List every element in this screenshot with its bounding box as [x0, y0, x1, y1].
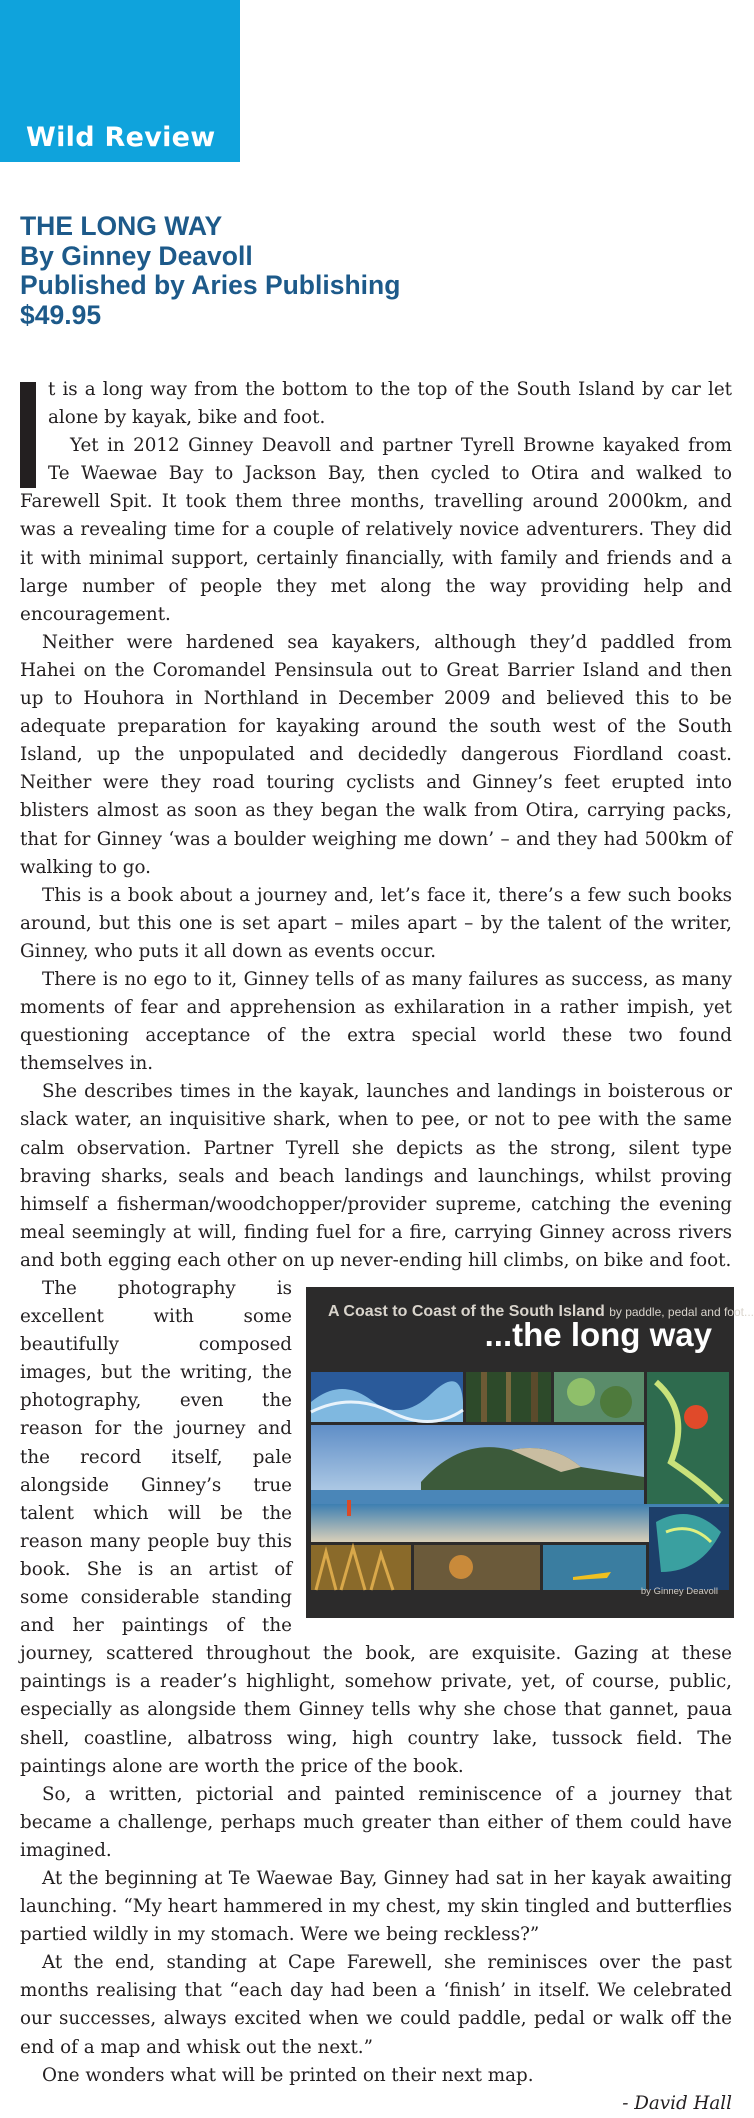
painting-gannet	[414, 1545, 540, 1590]
article-paragraph: Yet in 2012 Ginney Deavoll and partner Tyrell Browne kayaked from Te Waewae Bay to Jackson Bay, then cycled to Otira and walked to Farewell Spit. It took them three months, travelling around 2000km, and was a revealing time for a couple of relatively novice adventurers. They did it with minimal support, certainly financially, with family and friends and a large number of people they met along the way providing help and encouragement.	[20, 435, 732, 625]
dropcap: I	[20, 382, 36, 488]
article-paragraph: There is no ego to it, Ginney tells of as many failures as success, as many moments of fear and apprehension as exhilaration in a rather impish, yet questioning acceptance of the extra special world these two found themselves in.	[20, 968, 732, 1075]
book-cover-image	[306, 1287, 754, 1618]
painting-bird	[647, 1372, 729, 1504]
book-author: By Ginney Deavoll	[20, 240, 253, 271]
cover-artwork	[311, 1372, 729, 1590]
section-tab-label: Wild Review	[26, 122, 216, 153]
article-paragraph: The photography is excellent with some beautifully composed images, but the writing, the photography, even the reason for the journey and the record itself, pale alongside Ginney’s true talent which will be the reason many people buy this book. She is an artist of some considerable standing and her paintings of the journey, scattered throughout the book, are exquisite. Gazing at these paintings is a reader’s highlight, somehow private, yet, of course, public, especially as alongside them Ginney tells why she chose that gannet, paua shell, coastline, albatross wing, high country lake, tussock field. The paintings alone are worth the price of the book.	[20, 1278, 732, 1777]
book-publisher: Published by Aries Publishing	[20, 270, 401, 300]
article-paragraph: She describes times in the kayak, launches and landings in boisterous or slack water, an inquisitive shark, when to pee, or not to pee with the same calm observation. Partner Tyrell she depicts as the strong, silent type braving sharks, seals and beach landings and launchings, whilst proving himself a fisherman/woodchopper/provider supreme, catching the evening meal seemingly at will, finding fuel for a fire, carrying Ginney across rivers and both egging each other on up never-ending hill climbs, on bike and foot.	[20, 1081, 732, 1271]
article-paragraph: At the beginning at Te Waewae Bay, Ginney had sat in her kayak awaiting launching. “My heart hammered in my chest, my skin tingled and butterflies partied wildly in my stomach. Were we being reckless?”	[20, 1867, 732, 1946]
article-paragraph: I t is a long way from the bottom to the top of the South Island by car let alone by kayak, bike and foot.	[20, 376, 732, 432]
article-paragraph: At the end, standing at Cape Farewell, she reminisces over the past months realising that “each day had been a ‘finish’ in itself. We celebrated our successes, always excited when we could paddle, pedal or walk off the end of a map and whisk out the next.”	[20, 1952, 732, 2058]
article-paragraph: This is a book about a journey and, let’s face it, there’s a few such books around, but this one is set apart – miles apart – by the talent of the writer, Ginney, who puts it all down as events occur.	[20, 884, 732, 962]
signature: - David Hall	[622, 2092, 732, 2114]
article-paragraph: One wonders what will be printed on their next map.	[42, 2064, 534, 2086]
book-price: $49.95	[20, 299, 102, 330]
article-paragraph: Neither were hardened sea kayakers, although they’d paddled from Hahei on the Coromandel Pensinsula out to Great Barrier Island and then up to Houhora in Northland in December 2009 and believed this to be adequate preparation for kayaking around the south west of the South Island, up the unpopulated and decidedly dangerous Fiordland coast. Neither were they road touring cyclists and Ginney’s feet erupted into blisters almost as soon as they began the walk from Otira, carrying packs, that for Ginney ‘was a boulder weighing me down’ – and they had 500km of walking to go.	[20, 631, 732, 878]
section-tab	[0, 0, 240, 162]
photo-kayak	[543, 1545, 646, 1590]
cover-title: ...the long way	[484, 1316, 712, 1353]
article-paragraph: So, a written, pictorial and painted reminiscence of a journey that became a challenge, perhaps much greater than either of them could have imagined.	[20, 1783, 732, 1861]
cover-subtitle: A Coast to Coast of the South Island by paddle, pedal and foot...	[328, 1303, 754, 1320]
review-article	[20, 376, 754, 2118]
cover-author: by Ginney Deavoll	[640, 1585, 718, 1597]
review-header	[20, 212, 720, 330]
book-title: THE LONG WAY	[20, 211, 223, 241]
